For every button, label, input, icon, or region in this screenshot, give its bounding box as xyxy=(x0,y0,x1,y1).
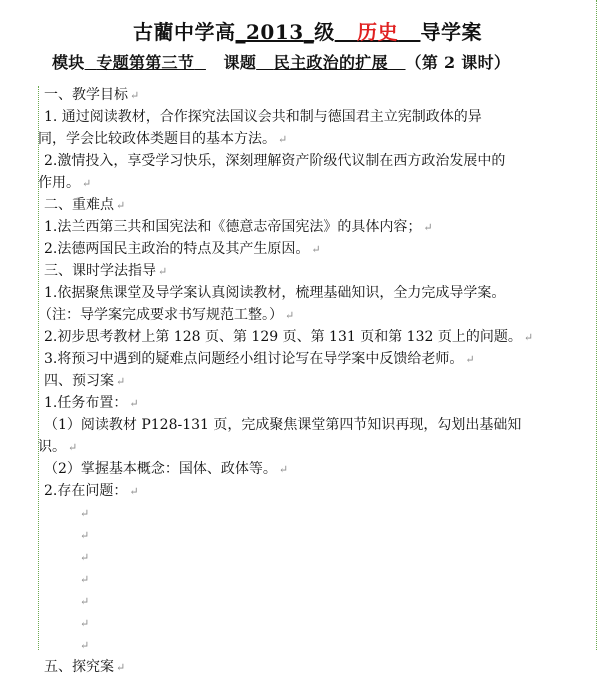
blank-line: ↵ xyxy=(80,617,90,630)
body-line: 2.激情投入，享受学习快乐，深刻理解资产阶级代议制在西方政治发展中的 xyxy=(44,153,506,169)
body-line: 作用。 ↵ xyxy=(38,175,92,191)
lesson-subtitle xyxy=(52,50,510,73)
body-line: 识。 ↵ xyxy=(38,439,78,455)
page-title xyxy=(0,16,615,45)
title-doc-type: 导学案 xyxy=(420,20,482,44)
title-subject: 历史 xyxy=(357,20,399,44)
blank-line: ↵ xyxy=(80,507,90,520)
body-line: 2.法德两国民主政治的特点及其产生原因。 ↵ xyxy=(44,241,321,257)
blank-line: ↵ xyxy=(80,573,90,586)
body-line: 2.初步思考教材上第 128 页、第 129 页、第 131 页和第 132 页上的问题。 ↵ xyxy=(44,329,534,345)
period-label: （第 2 课时） xyxy=(405,53,511,72)
body-line: （1）阅读教材 P128-131 页，完成聚焦课堂第四节知识再现，勾划出基础知 xyxy=(44,417,522,433)
section-heading: 五、探究案 ↵ xyxy=(44,659,126,675)
body-line: 1.依据聚焦课堂及导学案认真阅读教材，梳理基础知识，全力完成导学案。 xyxy=(44,285,506,301)
blank-line: ↵ xyxy=(80,551,90,564)
topic-label: 课题 xyxy=(223,53,257,72)
blank-line: ↵ xyxy=(80,639,90,652)
margin-guide-right xyxy=(596,0,597,650)
body-line: 1.法兰西第三共和国宪法和《德意志帝国宪法》的具体内容； ↵ xyxy=(44,219,433,235)
body-line: （2）掌握基本概念：国体、政体等。 ↵ xyxy=(44,461,289,477)
title-school: 古藺中学高 xyxy=(133,20,236,44)
document-body xyxy=(38,84,596,678)
section-heading: 二、重难点 ↵ xyxy=(44,197,126,213)
body-line: （注：导学案完成要求书写规范工整。） ↵ xyxy=(38,307,295,323)
blank-line: ↵ xyxy=(80,529,90,542)
body-line: 1.任务布置： ↵ xyxy=(44,395,139,411)
section-heading: 一、教学目标 ↵ xyxy=(44,87,140,103)
blank-line: ↵ xyxy=(80,595,90,608)
body-line: 2.存在问题： ↵ xyxy=(44,483,139,499)
body-line: 同，学会比较政体类题目的基本方法。 ↵ xyxy=(38,131,288,147)
body-line: 1. 通过阅读教材，合作探究法国议会共和制与德国君主立宪制政体的异 xyxy=(44,109,482,125)
title-grade: 级 xyxy=(314,20,335,44)
title-year: _2013_ xyxy=(235,20,315,44)
body-line: 3.将预习中遇到的疑难点问题经小组讨论写在导学案中反馈给老师。 ↵ xyxy=(44,351,475,367)
module-value: 专题第第三节 xyxy=(96,53,195,72)
section-heading: 四、预习案 ↵ xyxy=(44,373,126,389)
section-heading: 三、课时学法指导 ↵ xyxy=(44,263,168,279)
module-label: 模块 xyxy=(52,53,85,72)
topic-value: 民主政治的扩展 xyxy=(273,53,388,72)
